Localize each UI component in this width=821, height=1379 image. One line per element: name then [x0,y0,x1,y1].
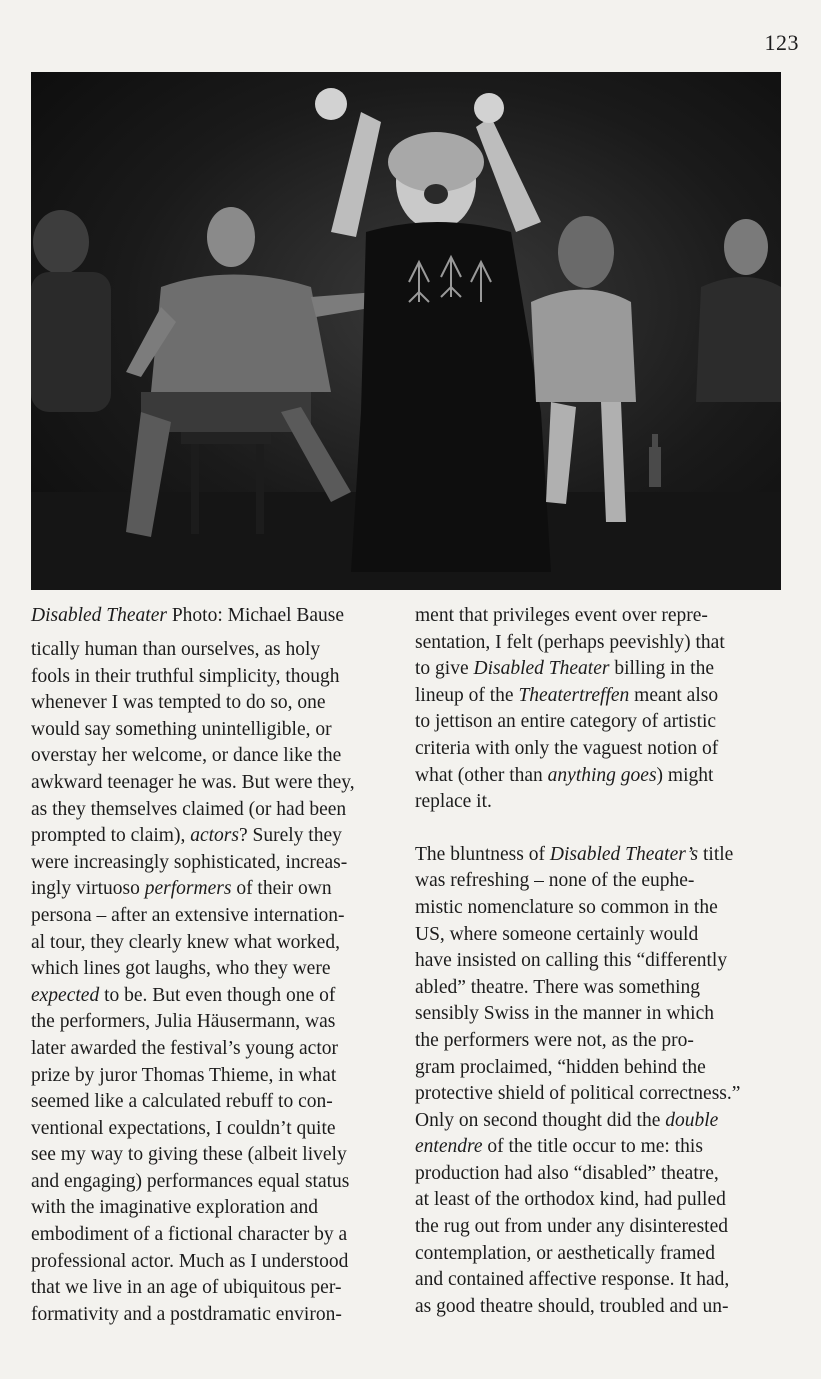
text-line [415,1267,800,1294]
paragraph-2 [415,842,800,1321]
italic-segment: Theatertreffen [518,684,630,706]
text-line [31,1116,391,1143]
text-segment: seemed like a calculated rebuff to con- [31,1091,333,1113]
text-line [415,1001,800,1028]
text-segment: as they themselves claimed (or had been [31,798,347,820]
text-line [31,1222,391,1249]
text-line [415,1214,800,1241]
text-line [31,717,391,744]
text-segment: to be. But even though one of [99,984,336,1006]
text-line [415,1055,800,1082]
italic-segment: performers [144,878,232,900]
text-segment: Only on second thought did the [415,1109,666,1131]
text-line [31,956,391,983]
text-segment: have insisted on calling this “differently [415,950,728,972]
text-segment: prize by juror Thomas Thieme, in what [31,1064,337,1086]
text-segment: of the title occur to me: this [482,1136,703,1158]
text-line [31,1009,391,1036]
text-segment: production had also “disabled” theatre, [415,1162,719,1184]
text-segment: ingly virtuoso [31,878,145,900]
text-line [415,948,800,975]
performance-photo [31,72,781,590]
text-line [31,1249,391,1276]
italic-segment: actors [190,825,239,847]
text-line [415,922,800,949]
text-segment: mistic nomenclature so common in the [415,896,718,918]
text-segment: al tour, they clearly knew what worked, [31,931,340,953]
text-line [31,1142,391,1169]
text-segment: tically human than ourselves, as holy [31,639,321,660]
text-line [31,930,391,957]
right-column-text [415,603,800,1320]
text-segment: to jettison an entire category of artistic [415,711,717,733]
text-line [415,709,800,736]
text-line [31,797,391,824]
text-segment: of their own [231,878,332,900]
text-segment: awkward teenager he was. But were they, [31,771,355,793]
text-segment: lineup of the [415,684,519,706]
text-segment: replace it. [415,791,492,813]
text-line [31,690,391,717]
text-segment: title [698,843,734,865]
text-segment: The bluntness of [415,843,550,865]
text-segment: overstay her welcome, or dance like the [31,745,342,767]
text-line [415,1081,800,1108]
photo-image [31,72,781,590]
text-segment: as good theatre should, troubled and un- [415,1295,729,1317]
text-segment: formativity and a postdramatic environ- [31,1303,342,1325]
text-line [415,895,800,922]
text-line [415,683,800,710]
italic-segment: expected [31,984,100,1006]
text-line [415,1241,800,1268]
text-line [415,1108,800,1135]
italic-segment: entendre [415,1136,483,1158]
text-line [31,983,391,1010]
text-line [31,850,391,877]
text-line [415,763,800,790]
text-segment: at least of the orthodox kind, had pulled [415,1189,726,1211]
text-line [31,1089,391,1116]
text-line [31,637,391,664]
text-segment: ment that privileges event over repre- [415,605,708,626]
text-line [415,1161,800,1188]
text-segment: and contained affective response. It had, [415,1269,730,1291]
text-segment: the performers were not, as the pro- [415,1029,694,1051]
text-line [31,1302,391,1329]
photo-caption [31,603,344,629]
text-segment: later awarded the festival’s young actor [31,1037,339,1059]
text-line [415,975,800,1002]
italic-segment: Disabled Theater [473,658,610,680]
text-line [31,876,391,903]
text-line [31,823,391,850]
text-line [415,1294,800,1321]
text-line [31,903,391,930]
left-column-text [31,637,391,1328]
text-line [31,1036,391,1063]
text-line [415,1028,800,1055]
text-line [415,630,800,657]
text-segment: fools in their truthful simplicity, though [31,665,340,687]
page-number: 123 [764,30,799,55]
text-segment: were increasingly sophisticated, increas- [31,851,348,873]
text-segment: ventional expectations, I couldn’t quite [31,1117,336,1139]
text-segment: persona – after an extensive internation- [31,904,345,926]
italic-segment: Disabled Theater’s [549,843,699,865]
text-line [415,736,800,763]
caption-title: Disabled Theater [31,605,167,626]
text-segment: and engaging) performances equal status [31,1170,350,1192]
text-segment: embodiment of a fictional character by a [31,1224,348,1246]
text-segment: gram proclaimed, “hidden behind the [415,1056,706,1078]
text-line [415,656,800,683]
text-segment: with the imaginative exploration and [31,1197,319,1219]
italic-segment: anything goes [547,764,657,786]
text-segment: criteria with only the vaguest notion of [415,737,719,759]
text-segment: what (other than [415,764,548,786]
text-segment: prompted to claim), [31,825,191,847]
text-line [31,664,391,691]
text-segment: protective shield of political correctness.” [415,1083,741,1105]
text-segment: would say something unintelligible, or [31,718,332,740]
text-segment: contemplation, or aesthetically framed [415,1242,715,1264]
paragraph-gap [415,816,800,842]
text-segment: sensibly Swiss in the manner in which [415,1003,714,1025]
text-segment: billing in the [609,658,714,680]
text-line [31,1275,391,1302]
text-line [31,1195,391,1222]
text-segment: ) might [656,764,714,786]
text-line [415,842,800,869]
text-segment: the rug out from under any disinterested [415,1216,728,1238]
text-segment: US, where someone certainly would [415,923,699,945]
text-segment: whenever I was tempted to do so, one [31,692,326,714]
text-segment: was refreshing – none of the euphe- [415,870,695,892]
text-line [31,743,391,770]
text-segment: the performers, Julia Häusermann, was [31,1011,336,1033]
text-line [415,603,800,630]
caption-credit: Photo: Michael Bause [166,605,345,626]
text-segment: see my way to giving these (albeit lively [31,1144,347,1166]
text-line [31,1063,391,1090]
text-segment: that we live in an age of ubiquitous per- [31,1277,342,1299]
text-segment: to give [415,658,474,680]
text-line [31,770,391,797]
text-line [415,1187,800,1214]
text-segment: professional actor. Much as I understood [31,1250,349,1272]
text-segment: which lines got laughs, who they were [31,958,331,980]
paragraph-1 [415,603,800,816]
italic-segment: double [665,1109,719,1131]
text-line [415,789,800,816]
text-line [31,1169,391,1196]
text-segment: meant also [629,684,719,706]
text-line [415,1134,800,1161]
text-line [415,868,800,895]
text-segment: abled” theatre. There was something [415,976,700,998]
text-segment: sentation, I felt (perhaps peevishly) that [415,631,725,653]
text-segment: ? Surely they [238,825,342,847]
